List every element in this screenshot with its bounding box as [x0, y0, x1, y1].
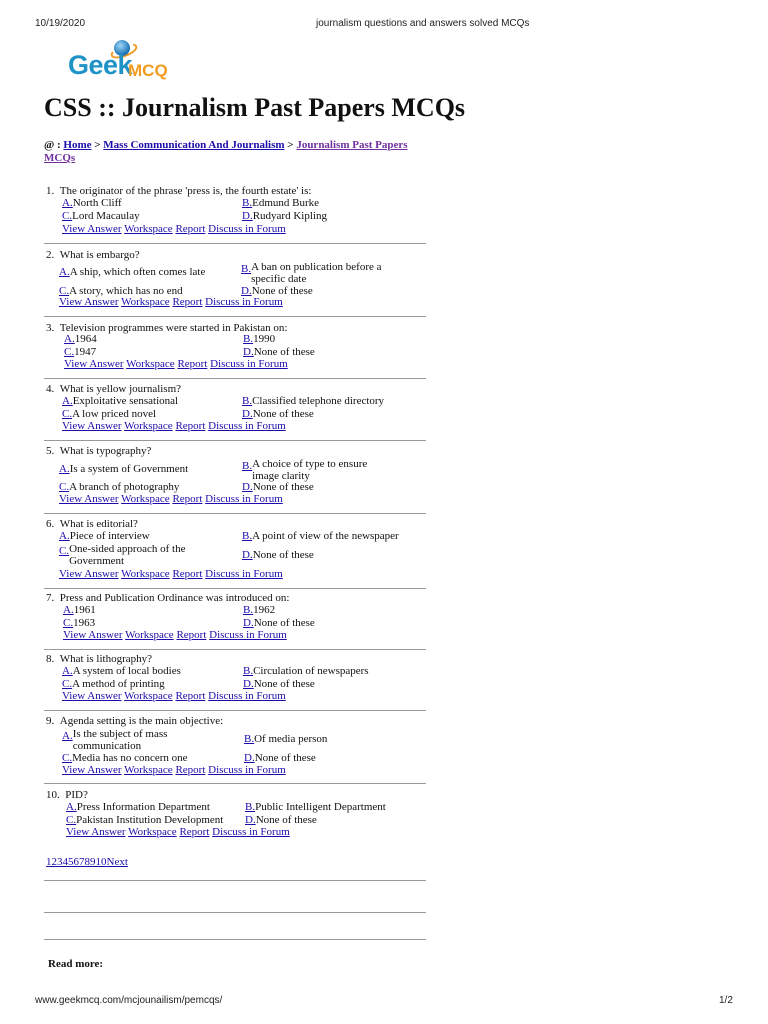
question-divider — [44, 243, 426, 244]
option-d-text: None of these — [253, 617, 315, 629]
option-d — [242, 210, 327, 222]
option-c-link[interactable]: C. — [62, 210, 73, 222]
option-d — [243, 346, 315, 358]
option-d-text: Rudyard Kipling — [252, 210, 327, 222]
option-b-link[interactable]: B. — [242, 460, 253, 472]
geekmcq-logo[interactable] — [68, 40, 168, 86]
question-number: 4. — [46, 383, 55, 395]
option-c-link[interactable]: C. — [63, 617, 74, 629]
discuss-forum-link[interactable]: Discuss in Forum — [208, 420, 286, 432]
breadcrumb — [44, 139, 434, 165]
question-actions — [59, 568, 283, 580]
report-link[interactable]: Report — [172, 493, 203, 505]
breadcrumb-separator: > — [287, 139, 294, 151]
option-a — [62, 197, 122, 209]
view-answer-link[interactable]: View Answer — [59, 493, 119, 505]
option-c-text: Pakistan Institution Development — [76, 814, 224, 826]
option-a — [59, 530, 150, 542]
option-c-text: One-sided approach of the Government — [69, 543, 186, 567]
option-b-link[interactable]: B. — [242, 530, 253, 542]
question-divider — [44, 513, 426, 514]
option-b-link[interactable]: B. — [241, 263, 252, 275]
option-a-link[interactable]: A. — [66, 801, 77, 813]
logo-mcq-text: MCQ — [128, 61, 168, 80]
option-a-text: Press Information Department — [76, 801, 210, 813]
option-a — [62, 665, 181, 677]
option-c-link[interactable]: C. — [62, 408, 73, 420]
option-b — [243, 604, 275, 616]
option-c-text: A method of printing — [72, 678, 165, 690]
workspace-link[interactable]: Workspace — [124, 690, 173, 702]
question-label: Agenda setting is the main objective: — [59, 715, 224, 727]
option-b — [243, 333, 275, 345]
question-divider — [44, 588, 426, 589]
option-b — [242, 458, 392, 482]
question-text — [46, 445, 151, 457]
option-b-text: 1962 — [253, 604, 276, 616]
discuss-forum-link[interactable]: Discuss in Forum — [208, 690, 286, 702]
option-a — [66, 801, 210, 813]
option-a-link[interactable]: A. — [62, 197, 73, 209]
option-a-link[interactable]: A. — [59, 530, 70, 542]
question-number: 7. — [46, 592, 55, 604]
question-number: 1. — [46, 185, 55, 197]
logo-geek-text: Geek — [68, 50, 133, 80]
view-answer-link[interactable]: View Answer — [63, 629, 123, 641]
option-c — [62, 408, 156, 420]
option-c-link[interactable]: C. — [66, 814, 77, 826]
option-a-text: 1964 — [74, 333, 97, 345]
discuss-forum-link[interactable]: Discuss in Forum — [205, 296, 283, 308]
question-divider — [44, 783, 426, 784]
question-text — [46, 518, 138, 530]
question-text — [46, 789, 88, 801]
question-text — [46, 715, 223, 727]
question-text — [46, 653, 152, 665]
option-c-link[interactable]: C. — [59, 545, 70, 557]
option-d-text: None of these — [252, 408, 314, 420]
workspace-link[interactable]: Workspace — [124, 223, 173, 235]
option-c-text: 1947 — [74, 346, 97, 358]
question-number: 6. — [46, 518, 55, 530]
question-actions — [63, 629, 287, 641]
option-c-link[interactable]: C. — [62, 678, 73, 690]
option-c-link[interactable]: C. — [59, 481, 70, 493]
option-b-link[interactable]: B. — [243, 665, 254, 677]
question-divider — [44, 316, 426, 317]
footer-url: www.geekmcq.com/mcjounailism/pemcqs/ — [35, 995, 223, 1006]
option-b — [242, 395, 384, 407]
option-b-text: A ban on publication before a specific date — [251, 261, 382, 285]
option-a-link[interactable]: A. — [59, 463, 70, 475]
option-c-text: A branch of photography — [69, 481, 180, 493]
question-number: 2. — [46, 249, 55, 261]
option-c-text: A story, which has no end — [69, 285, 183, 297]
option-c — [62, 752, 188, 764]
report-link[interactable]: Report — [176, 629, 207, 641]
question-actions — [59, 296, 283, 308]
option-d-link[interactable]: D. — [243, 346, 254, 358]
option-c-text: A low priced novel — [72, 408, 157, 420]
option-b-text: Circulation of newspapers — [253, 665, 369, 677]
option-a-link[interactable]: A. — [62, 395, 73, 407]
option-d — [242, 549, 314, 561]
report-link[interactable]: Report — [177, 358, 208, 370]
option-b-text: Of media person — [254, 733, 328, 745]
option-a — [62, 728, 213, 752]
question-label: Press and Publication Ordinance was introduced on: — [59, 592, 290, 604]
option-d-text: None of these — [251, 285, 313, 297]
option-a-link[interactable]: A. — [62, 730, 73, 742]
report-link[interactable]: Report — [172, 296, 203, 308]
breadcrumb-separator: > — [94, 139, 101, 151]
option-d-link[interactable]: D. — [242, 549, 253, 561]
view-answer-link[interactable]: View Answer — [64, 358, 124, 370]
breadcrumb-current-link[interactable]: Journalism Past Papers MCQs — [44, 139, 408, 164]
view-answer-link[interactable]: View Answer — [66, 826, 126, 838]
option-b-link[interactable]: B. — [245, 801, 256, 813]
divider — [44, 939, 426, 940]
option-d — [243, 678, 315, 690]
option-a-text: 1961 — [73, 604, 96, 616]
option-d-text: None of these — [253, 678, 315, 690]
question-label: PID? — [65, 789, 88, 801]
report-link[interactable]: Report — [179, 826, 210, 838]
option-b-text: A choice of type to ensure image clarity — [252, 458, 368, 482]
report-link[interactable]: Report — [175, 223, 206, 235]
print-date: 10/19/2020 — [35, 18, 86, 29]
workspace-link[interactable]: Workspace — [126, 358, 175, 370]
option-d-link[interactable]: D. — [242, 408, 253, 420]
pagination-links[interactable]: 12345678910Next — [46, 856, 128, 868]
option-a-text: Exploitative sensational — [72, 395, 179, 407]
option-b-link[interactable]: B. — [242, 197, 253, 209]
option-c-link[interactable]: C. — [59, 285, 70, 297]
question-label: What is editorial? — [59, 518, 138, 530]
question-number: 3. — [46, 322, 55, 334]
read-more-label: Read more: — [48, 958, 104, 970]
question-actions — [64, 358, 288, 370]
divider — [44, 880, 426, 881]
workspace-link[interactable]: Workspace — [124, 764, 173, 776]
question-label: What is yellow journalism? — [59, 383, 182, 395]
option-c — [66, 814, 223, 826]
option-d — [242, 408, 314, 420]
option-a-link[interactable]: A. — [59, 266, 70, 278]
question-divider — [44, 440, 426, 441]
option-a-text: Is a system of Government — [69, 463, 189, 475]
option-a — [59, 266, 205, 278]
option-c — [59, 543, 209, 567]
question-number: 8. — [46, 653, 55, 665]
breadcrumb-section-link[interactable]: Mass Communication And Journalism — [103, 139, 285, 151]
option-d — [242, 481, 314, 493]
option-a-text: North Cliff — [72, 197, 122, 209]
option-c-link[interactable]: C. — [62, 752, 73, 764]
breadcrumb-home-link[interactable]: Home — [63, 139, 92, 151]
question-actions — [62, 690, 286, 702]
option-a-link[interactable]: A. — [62, 665, 73, 677]
option-d-link[interactable]: D. — [244, 752, 255, 764]
option-d-link[interactable]: D. — [243, 617, 254, 629]
print-doc-title: journalism questions and answers solved MCQs — [316, 18, 530, 29]
option-b-text: Public Intelligent Department — [255, 801, 386, 813]
option-c — [63, 617, 95, 629]
option-a-text: Is the subject of mass communication — [72, 728, 168, 752]
option-d-link[interactable]: D. — [242, 481, 253, 493]
option-c-text: Lord Macaulay — [72, 210, 140, 222]
question-label: Television programmes were started in Pakistan on: — [59, 322, 288, 334]
discuss-forum-link[interactable]: Discuss in Forum — [209, 629, 287, 641]
workspace-link[interactable]: Workspace — [121, 568, 170, 580]
question-label: The originator of the phrase 'press is, the fourth estate' is: — [59, 185, 312, 197]
report-link[interactable]: Report — [172, 568, 203, 580]
option-c — [62, 678, 165, 690]
view-answer-link[interactable]: View Answer — [62, 420, 122, 432]
option-c-text: 1963 — [73, 617, 96, 629]
option-b — [241, 261, 391, 285]
option-c-text: Media has no concern one — [72, 752, 188, 764]
option-d-link[interactable]: D. — [241, 285, 252, 297]
discuss-forum-link[interactable]: Discuss in Forum — [208, 764, 286, 776]
option-a-text: A ship, which often comes late — [69, 266, 206, 278]
question-text — [46, 185, 311, 197]
option-d-link[interactable]: D. — [243, 678, 254, 690]
footer-page-number: 1/2 — [719, 995, 733, 1006]
question-number: 9. — [46, 715, 55, 727]
view-answer-link[interactable]: View Answer — [59, 296, 119, 308]
discuss-forum-link[interactable]: Discuss in Forum — [205, 568, 283, 580]
option-a — [64, 333, 97, 345]
workspace-link[interactable]: Workspace — [125, 629, 174, 641]
option-d-text: None of these — [254, 752, 316, 764]
option-d-text: None of these — [252, 481, 314, 493]
view-answer-link[interactable]: View Answer — [62, 764, 122, 776]
option-a-link[interactable]: A. — [63, 604, 74, 616]
question-divider — [44, 649, 426, 650]
option-d-text: None of these — [253, 346, 315, 358]
option-b — [244, 733, 327, 745]
option-d-text: None of these — [252, 549, 314, 561]
option-a-text: A system of local bodies — [72, 665, 181, 677]
view-answer-link[interactable]: View Answer — [62, 690, 122, 702]
option-b — [243, 665, 369, 677]
option-a — [62, 395, 178, 407]
report-link[interactable]: Report — [175, 420, 206, 432]
question-text — [46, 383, 181, 395]
option-b-text: Classified telephone directory — [252, 395, 385, 407]
discuss-forum-link[interactable]: Discuss in Forum — [210, 358, 288, 370]
option-a — [59, 463, 188, 475]
question-label: What is lithography? — [59, 653, 153, 665]
question-actions — [66, 826, 290, 838]
page-title: CSS :: Journalism Past Papers MCQs — [44, 93, 466, 122]
view-answer-link[interactable]: View Answer — [62, 223, 122, 235]
question-divider — [44, 710, 426, 711]
question-actions — [62, 764, 286, 776]
option-b-link[interactable]: B. — [242, 395, 253, 407]
option-b — [242, 197, 319, 209]
option-b — [245, 801, 386, 813]
option-c — [64, 346, 96, 358]
option-d-link[interactable]: D. — [245, 814, 256, 826]
option-c-link[interactable]: C. — [64, 346, 75, 358]
question-label: What is typography? — [59, 445, 152, 457]
option-b-link[interactable]: B. — [244, 733, 255, 745]
option-b-link[interactable]: B. — [243, 604, 254, 616]
discuss-forum-link[interactable]: Discuss in Forum — [205, 493, 283, 505]
option-b-text: Edmund Burke — [252, 197, 320, 209]
option-d — [245, 814, 317, 826]
question-divider — [44, 378, 426, 379]
question-actions — [62, 420, 286, 432]
option-d-text: None of these — [255, 814, 317, 826]
option-d — [244, 752, 316, 764]
view-answer-link[interactable]: View Answer — [59, 568, 119, 580]
option-b-link[interactable]: B. — [243, 333, 254, 345]
question-number: 10. — [46, 789, 60, 801]
question-number: 5. — [46, 445, 55, 457]
question-actions — [59, 493, 283, 505]
breadcrumb-prefix: @ : — [44, 139, 61, 151]
option-c — [59, 481, 179, 493]
divider — [44, 912, 426, 913]
option-a — [63, 604, 96, 616]
question-text — [46, 592, 289, 604]
option-a-text: Piece of interview — [69, 530, 150, 542]
option-b-text: A point of view of the newspaper — [252, 530, 399, 542]
question-label: What is embargo? — [59, 249, 140, 261]
option-c — [62, 210, 140, 222]
option-b-text: 1990 — [253, 333, 276, 345]
option-d-link[interactable]: D. — [242, 210, 253, 222]
discuss-forum-link[interactable]: Discuss in Forum — [212, 826, 290, 838]
workspace-link[interactable]: Workspace — [124, 420, 173, 432]
report-link[interactable]: Report — [175, 690, 206, 702]
workspace-link[interactable]: Workspace — [121, 493, 170, 505]
option-a-link[interactable]: A. — [64, 333, 75, 345]
report-link[interactable]: Report — [175, 764, 206, 776]
question-text — [46, 249, 140, 261]
question-actions — [62, 223, 286, 235]
workspace-link[interactable]: Workspace — [128, 826, 177, 838]
option-b — [242, 530, 399, 542]
option-d — [243, 617, 315, 629]
discuss-forum-link[interactable]: Discuss in Forum — [208, 223, 286, 235]
workspace-link[interactable]: Workspace — [121, 296, 170, 308]
